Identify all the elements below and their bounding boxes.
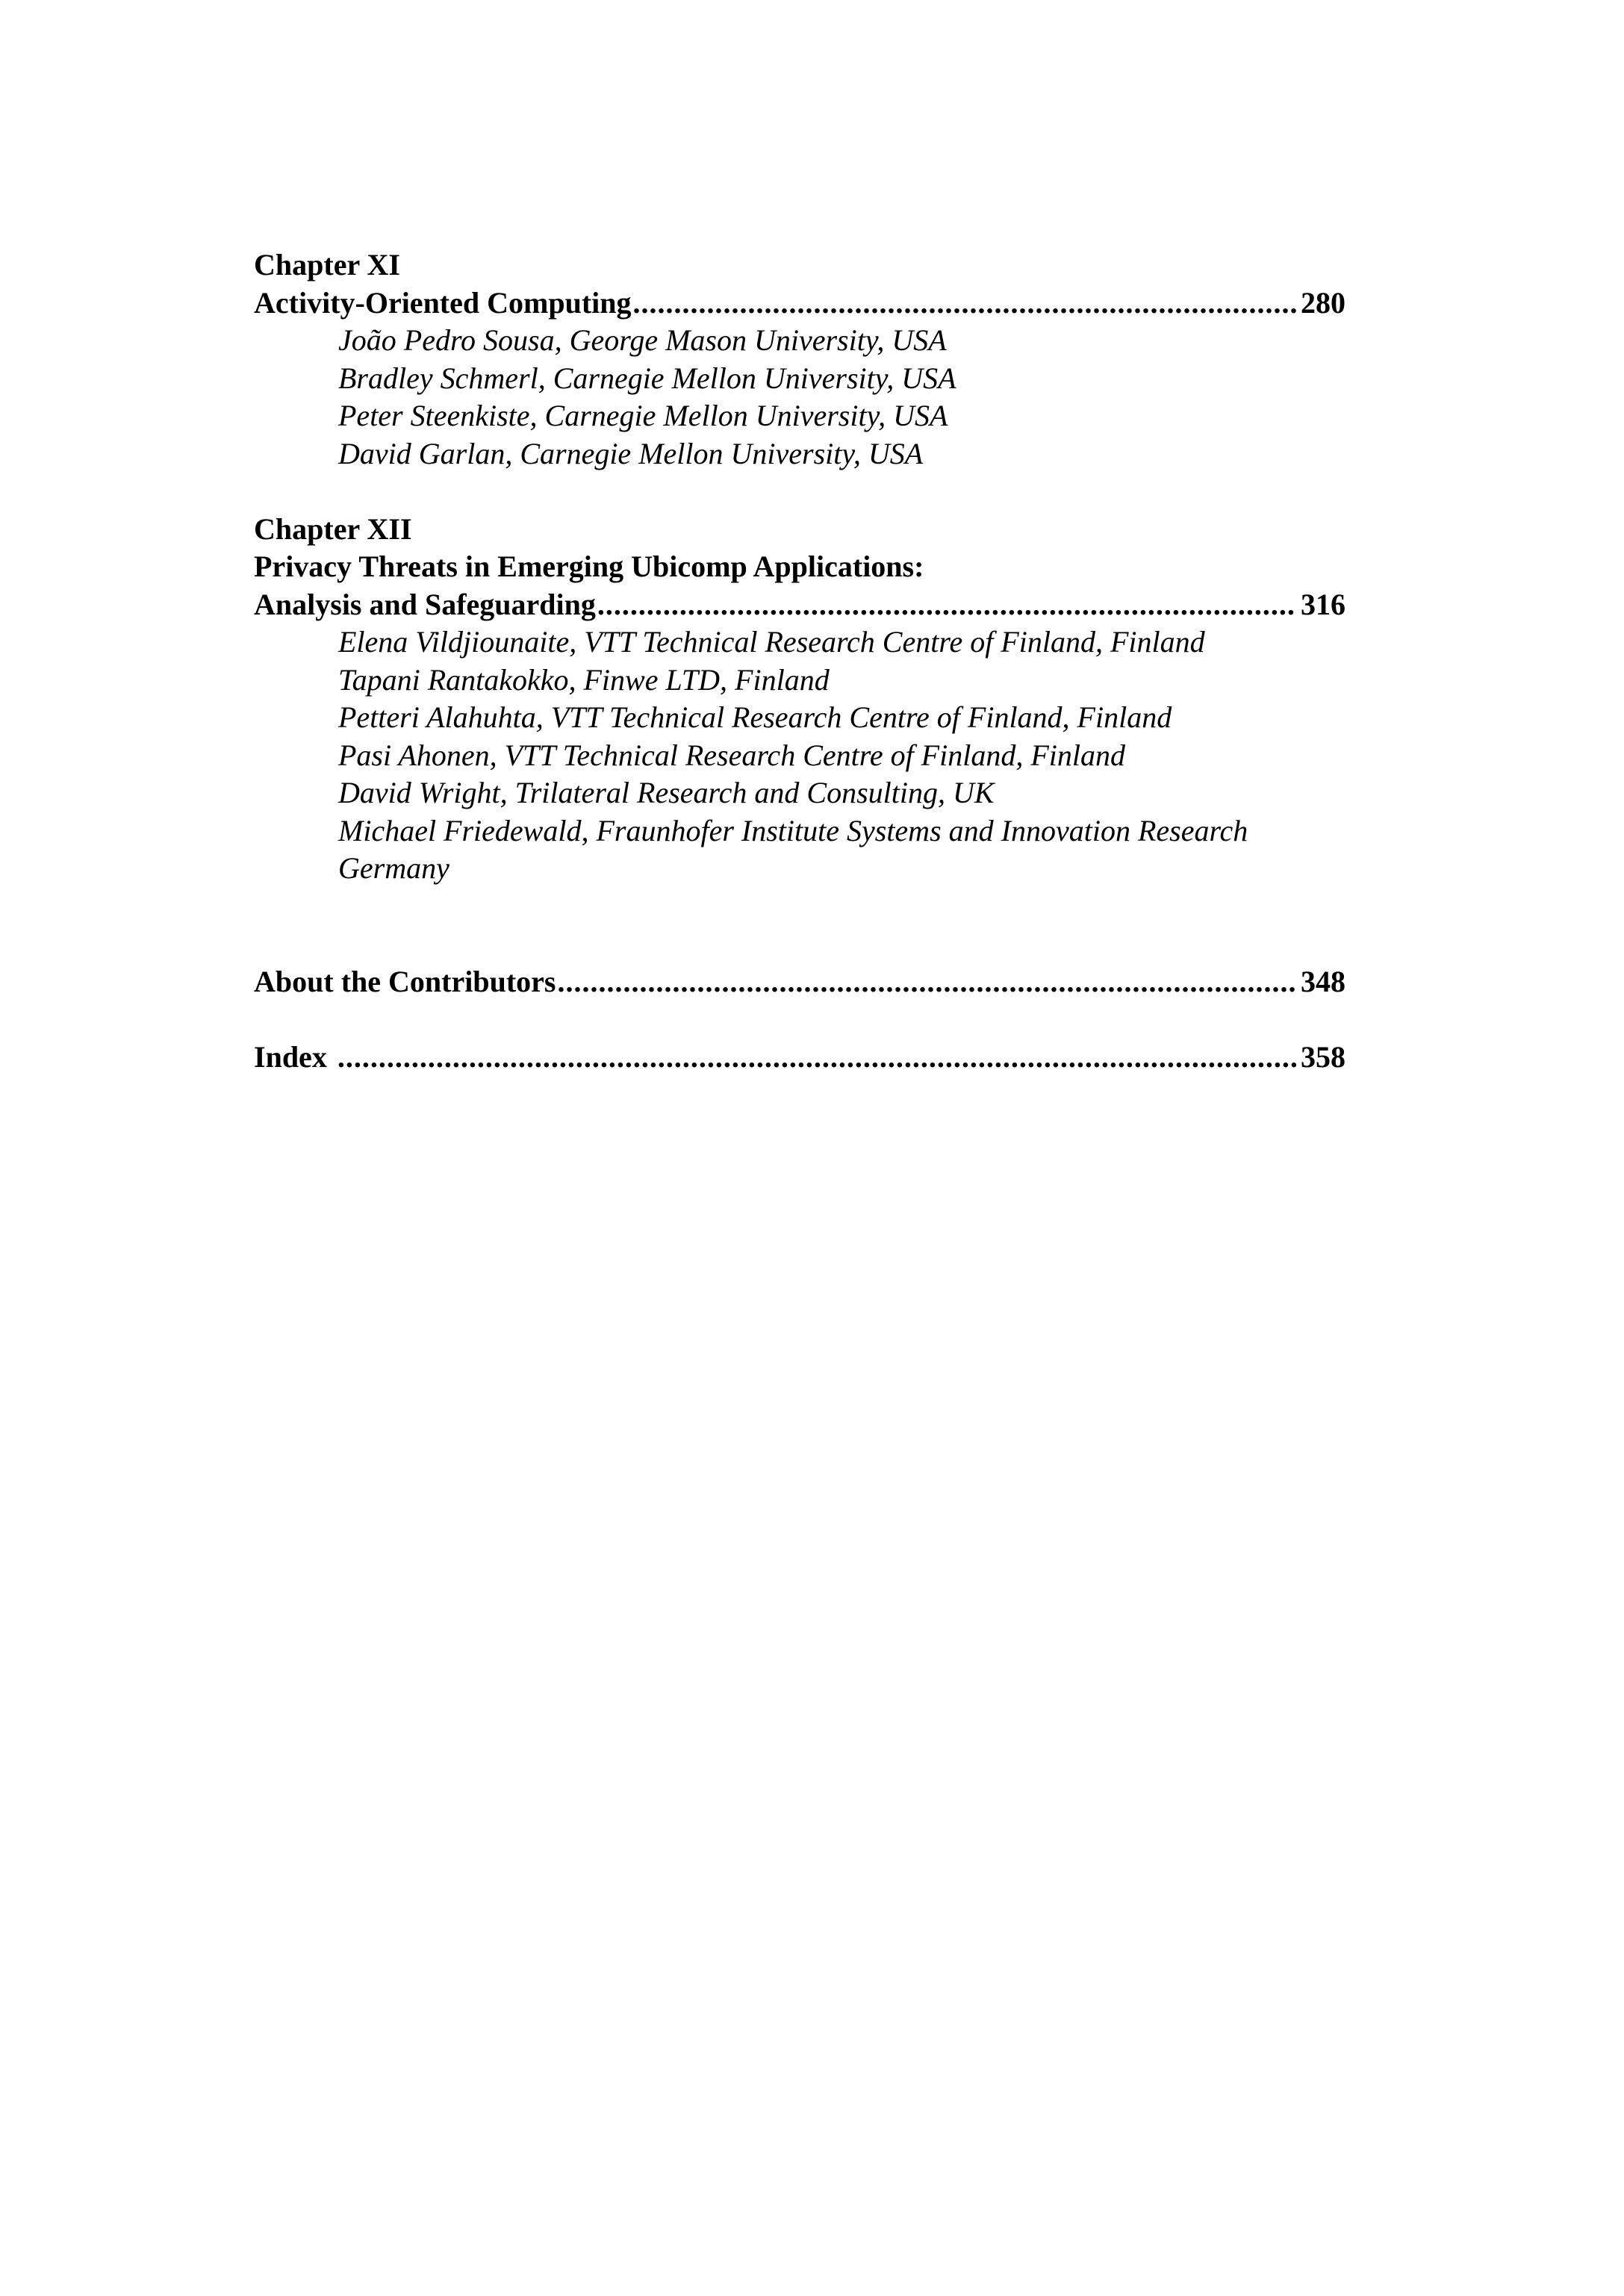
chapter-title-line: Privacy Threats in Emerging Ubicomp Applications: [254, 550, 924, 583]
author-line: Elena Vildjiounaite, VTT Technical Research Centre of Finland, Finland [338, 625, 1205, 659]
chapter-label: Chapter XI [254, 248, 400, 281]
spacer [254, 473, 1345, 511]
toc-entry[interactable] [254, 284, 1345, 323]
page-number: 358 [1301, 1039, 1345, 1074]
spacer [254, 888, 1345, 963]
author-line: Petteri Alahuhta, VTT Technical Research Centre of Finland, Finland [338, 700, 1172, 734]
page-number: 348 [1301, 964, 1345, 998]
page-number: 280 [1301, 285, 1345, 320]
entry-title: About the Contributors [254, 964, 556, 998]
page-number: 316 [1301, 587, 1345, 621]
author-line: Peter Steenkiste, Carnegie Mellon University, USA [338, 399, 948, 432]
entry-title: Index [254, 1039, 327, 1074]
author-line: David Garlan, Carnegie Mellon University, USA [338, 436, 924, 470]
author-line: Germany [338, 851, 449, 885]
dot-leader [633, 284, 1296, 323]
toc-page [254, 246, 1345, 1076]
author-line: João Pedro Sousa, George Mason University, USA [338, 323, 947, 357]
toc-entry[interactable] [254, 586, 1345, 624]
dot-leader [337, 1039, 1296, 1077]
author-line: Tapani Rantakokko, Finwe LTD, Finland [338, 662, 830, 697]
toc-chapter-11 [254, 246, 1345, 473]
toc-entry-contributors[interactable] [254, 963, 1345, 1001]
spacer [254, 1001, 1345, 1039]
author-line: Bradley Schmerl, Carnegie Mellon University, USA [338, 361, 956, 395]
dot-leader [557, 963, 1296, 1001]
toc-chapter-12 [254, 511, 1345, 888]
chapter-title: Activity-Oriented Computing [254, 285, 632, 320]
chapter-title: Analysis and Safeguarding [254, 587, 596, 621]
dot-leader [597, 586, 1296, 624]
toc-entry-index[interactable] [254, 1039, 1345, 1077]
author-line: Pasi Ahonen, VTT Technical Research Centre of Finland, Finland [338, 738, 1126, 772]
author-line: David Wright, Trilateral Research and Consulting, UK [338, 776, 995, 809]
chapter-label: Chapter XII [254, 511, 412, 546]
author-line: Michael Friedewald, Fraunhofer Institute Systems and Innovation Research [338, 813, 1248, 847]
